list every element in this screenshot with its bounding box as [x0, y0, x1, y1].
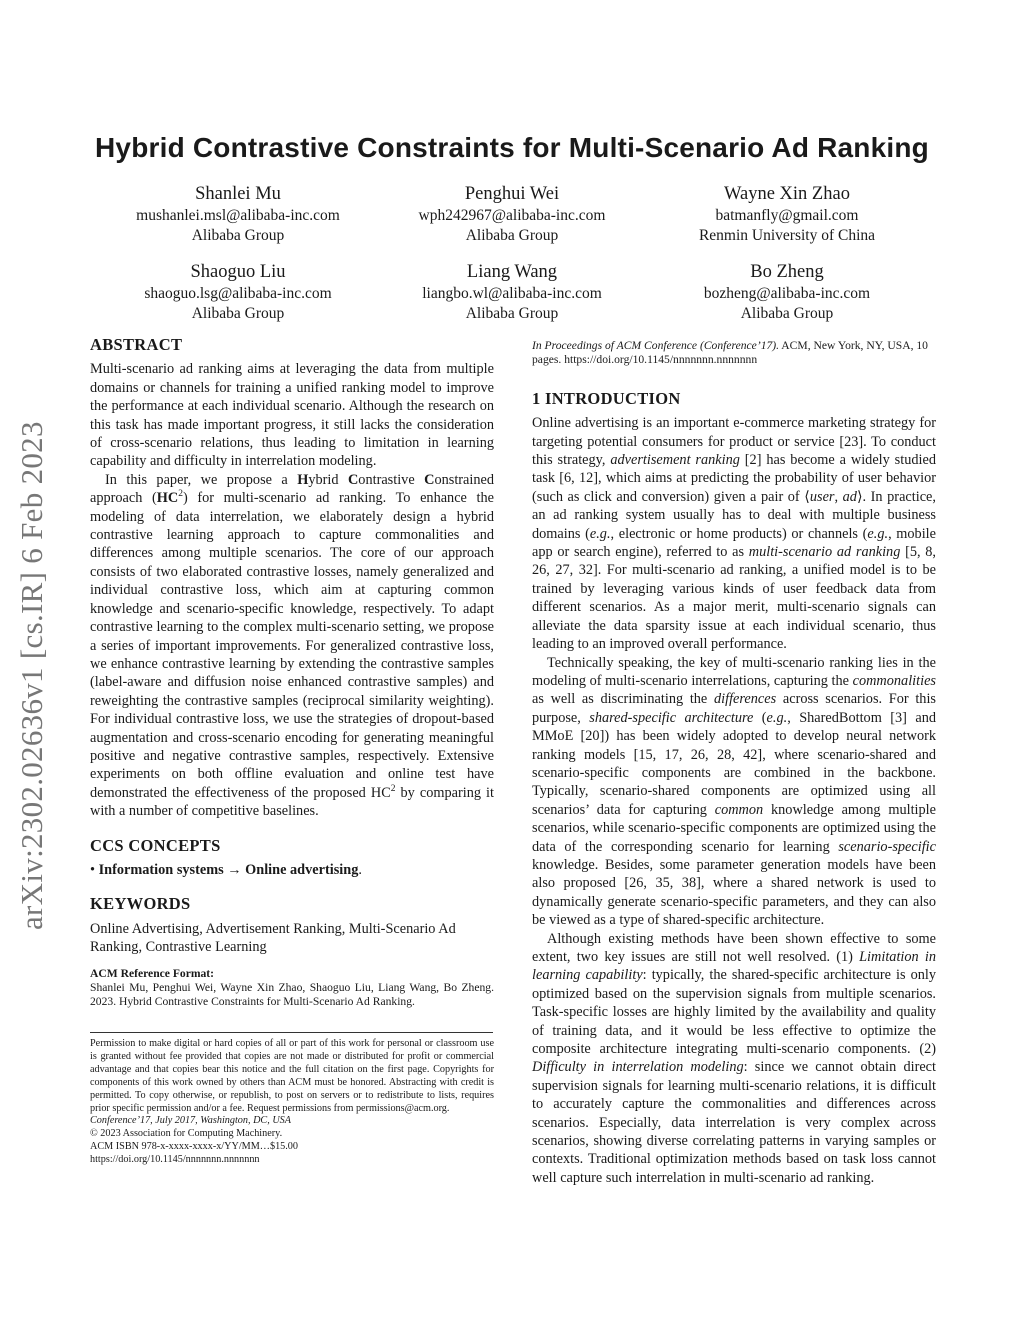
author-name: Penghui Wei	[464, 184, 560, 204]
text-run: as well as discriminating the	[532, 691, 714, 708]
author-email: batmanfly@gmail.com	[715, 207, 859, 224]
doi-link[interactable]: https://doi.org/10.1145/nnnnnnn.nnnnnnn	[90, 1154, 260, 1166]
text-run: (	[753, 709, 767, 726]
italic-run: multi-scenario ad ranking	[748, 544, 901, 561]
abstract-paragraph: In this paper, we propose a Hybrid Contrastive Constrained approach $(HC^2)$ for multi-scenario ad ranking. To enhance the modeling of data interrelation, we elaborately design a hybrid contrastive learning approach to capture commonalities and differences among multiple scenarios. The core of our approach consists of two elaborated contrastive losses, namely generalized and individual contrastive loss, which aim at capturing common knowledge and scenario-specific knowledge, respectively. To adapt contrastive learning to the complex multi-scenario setting, we propose a series of important improvements. For generalized contrastive loss, we enhance contrastive learning by extending the contrastive samples (label-aware and diffusion noise enhanced contrastive samples) and reweighting the contrastive samples (reciprocal similarity weighting). For individual contrastive loss, we use the strategies of dropout-based augmentation and cross-scenario encoding for generating meaningful positive and negative contrastive samples, respectively. Extensive experiments on both offline evaluation and online test have demonstrated the effectiveness of the proposed $HC^2$ by comparing it with a number of competitive baselines.	[90, 471, 495, 820]
text-run: across scenarios. For this purpose,	[532, 691, 936, 726]
author-affiliation: Alibaba Group	[740, 305, 834, 322]
italic-run: e.g.	[867, 525, 889, 542]
text-run: [2] has become a widely studied task [6, 12], which aims at predicting the probability of user behavior (such as click and conversion) given a pair of ⟨	[532, 452, 936, 505]
author-affiliation: Alibaba Group	[191, 305, 285, 322]
paper-title: Hybrid Contrastive Constraints for Multi-Scenario Ad Ranking	[95, 132, 929, 163]
acm-reference	[90, 967, 494, 1010]
author-name: Liang Wang	[466, 262, 558, 282]
italic-run: commonalities	[852, 672, 936, 689]
isbn: ACM ISBN 978-x-xxxx-xxxx-x/YY/MM…$15.00	[90, 1141, 298, 1153]
intro-paragraph	[532, 654, 936, 930]
text-run: [5, 8, 26, 27, 32]. For multi-scenario ad ranking, a unified model is to be trained by leveraging various kinds of user feedback data from different scenarios. As a major merit, multi-scenario signals can alleviate the data sparsity issue at each individual scenario, thus leading to an improved overall performance.	[532, 544, 936, 653]
keywords-text: Online Advertising, Advertisement Ranking, Multi-Scenario Ad Ranking, Contrastive Learning	[90, 920, 456, 956]
introduction-heading: 1 INTRODUCTION	[532, 388, 681, 408]
permission-text: Permission to make digital or hard copies of all or part of this work for personal or classroom use is granted without fee provided that copies are not made or distributed for profit or commercial advantage and that copies bear this notice and the full citation on the first page. Copyrights for components of this work owned by others than ACM must be honored. Abstracting with credit is permitted. To copy otherwise, or republish, to post on servers or to redistribute to lists, requires prior specific permission and/or a fee. Request permissions from permissions@acm.org.	[90, 1038, 494, 1114]
arxiv-stamp: arXiv:2302.02636v1 [cs.IR] 6 Feb 2023	[14, 421, 49, 930]
abstract-heading: ABSTRACT	[90, 335, 183, 354]
italic-run: Difficulty in interrelation modeling	[532, 1059, 744, 1076]
author-email: shaoguo.lsg@alibaba-inc.com	[144, 285, 332, 302]
permission-block	[90, 1038, 494, 1167]
text-run: knowledge among multiple scenarios, while scenario-specific components are optimized using the data of the corresponding scenario for learning	[532, 801, 936, 855]
italic-run: e.g.	[589, 525, 611, 542]
ccs-heading: CCS CONCEPTS	[90, 835, 221, 855]
italic-run: common	[714, 801, 764, 818]
italic-run: shared-specific architecture	[589, 709, 754, 726]
acm-reference-continued: In Proceedings of ACM Conference (Conference’17). ACM, New York, NY, USA, 10 pages. https://doi.org/10.1145/nnnnnnn.nnnnnnn	[532, 339, 928, 367]
author-name: Bo Zheng	[750, 262, 824, 282]
italic-run: Limitation in learning capability	[532, 949, 936, 984]
text-run: Online advertising is an important e-commerce marketing strategy for targeting potential consumers for product or service [23]. To conduct this strategy,	[532, 415, 936, 469]
author-affiliation: Alibaba Group	[465, 305, 559, 322]
acm-reference-heading: ACM Reference Format:	[90, 966, 215, 980]
author-name: Shaoguo Liu	[190, 262, 286, 282]
italic-run: e.g.	[766, 709, 788, 726]
italic-run: user	[809, 488, 835, 505]
text-run: : since we cannot obtain direct supervision signals for learning multi-scenario relations, it is difficult to accurately capture the commonalities and differences across scenarios. Especially, data interrelation is very complex across scenarios, showing diverse correlating patterns in varying samples or contexts. Traditional optimization methods based on task loss cannot well capture such interrelation in multi-scenario ad ranking.	[532, 1059, 936, 1186]
author-email: wph242967@alibaba-inc.com	[418, 207, 606, 224]
text-run: , mobile app or search engine), referred to as	[532, 525, 936, 561]
author-block	[108, 260, 368, 324]
italic-run: ad	[842, 488, 857, 505]
acm-reference-text: Shanlei Mu, Penghui Wei, Wayne Xin Zhao, Shaoguo Liu, Liang Wang, Bo Zheng. 2023. Hybrid Contrastive Constraints for Multi-Scenario Ad Ranking.	[90, 981, 494, 1009]
author-affiliation: Alibaba Group	[191, 227, 285, 244]
ccs-concepts: • Information systems → Online advertising.	[90, 861, 362, 878]
text-run: knowledge. Besides, some parameter generation models have been also proposed [26, 35, 38], where a shared network is used to dynamically generate scenario-specific parameters, and they can also be viewed as a type of shared-specific architecture.	[532, 856, 936, 929]
text-run: , SharedBottom [3] and MMoE [20]) has been widely adopted to develop neural network ranking models [15, 17, 26, 28, 42], where scenario-shared and scenario-specific components are combined in the backbone. Typically, scenario-shared components are optimized using all scenarios’ data for capturing	[532, 709, 936, 818]
intro-paragraph	[532, 930, 936, 1188]
text-run: Although existing methods have been shown effective to some extent, two key issues are still not well resolved. (1)	[532, 930, 936, 965]
footnote-rule	[90, 1032, 493, 1033]
text-run: ,	[834, 488, 843, 505]
author-name: Shanlei Mu	[195, 184, 281, 204]
italic-run: advertisement ranking	[610, 452, 740, 469]
author-email: liangbo.wl@alibaba-inc.com	[422, 285, 602, 302]
author-block	[657, 260, 917, 324]
text-run: Technically speaking, the key of multi-scenario ranking lies in the modeling of multi-scenario interrelations, capturing the	[532, 654, 936, 689]
abstract-paragraph: Multi-scenario ad ranking aims at leveraging the data from multiple domains or channels for training a unified ranking model to improve the performance at each individual scenario. Although the research on this task has made important progress, it still lacks the consideration of cross-scenario relations, thus leading to limitation in learning capability and difficulty in interrelation modeling.	[90, 361, 494, 470]
author-email: bozheng@alibaba-inc.com	[703, 285, 871, 302]
author-affiliation: Renmin University of China	[698, 227, 876, 244]
author-block	[382, 182, 642, 246]
text-run: : typically, the shared-specific architecture is only optimized based on the supervision signals from multiple scenarios. Task-specific losses are highly limited by the availability and quality of training data, and it would be less effective to optimize the composite architecture integrating multi-scenario components. (2)	[532, 967, 936, 1058]
keywords-heading: KEYWORDS	[90, 894, 191, 914]
author-affiliation: Alibaba Group	[465, 227, 559, 244]
italic-run: scenario-specific	[838, 838, 936, 855]
right-column	[532, 339, 936, 1187]
author-block	[382, 260, 642, 324]
author-block	[108, 182, 368, 246]
text-run: ⟩. In practice, an ad ranking system usually has to deal with multiple business domains (	[532, 488, 936, 542]
conference-info: Conference’17, July 2017, Washington, DC, USA	[90, 1115, 291, 1127]
text-run: , electronic or home products) or channels (	[610, 525, 868, 542]
author-name: Wayne Xin Zhao	[724, 184, 850, 204]
italic-run: differences	[713, 691, 777, 708]
copyright: © 2023 Association for Computing Machinery.	[90, 1128, 283, 1140]
author-block	[657, 182, 917, 246]
author-email: mushanlei.msl@alibaba-inc.com	[136, 207, 340, 224]
intro-paragraph	[532, 414, 936, 653]
left-column	[90, 336, 494, 1010]
